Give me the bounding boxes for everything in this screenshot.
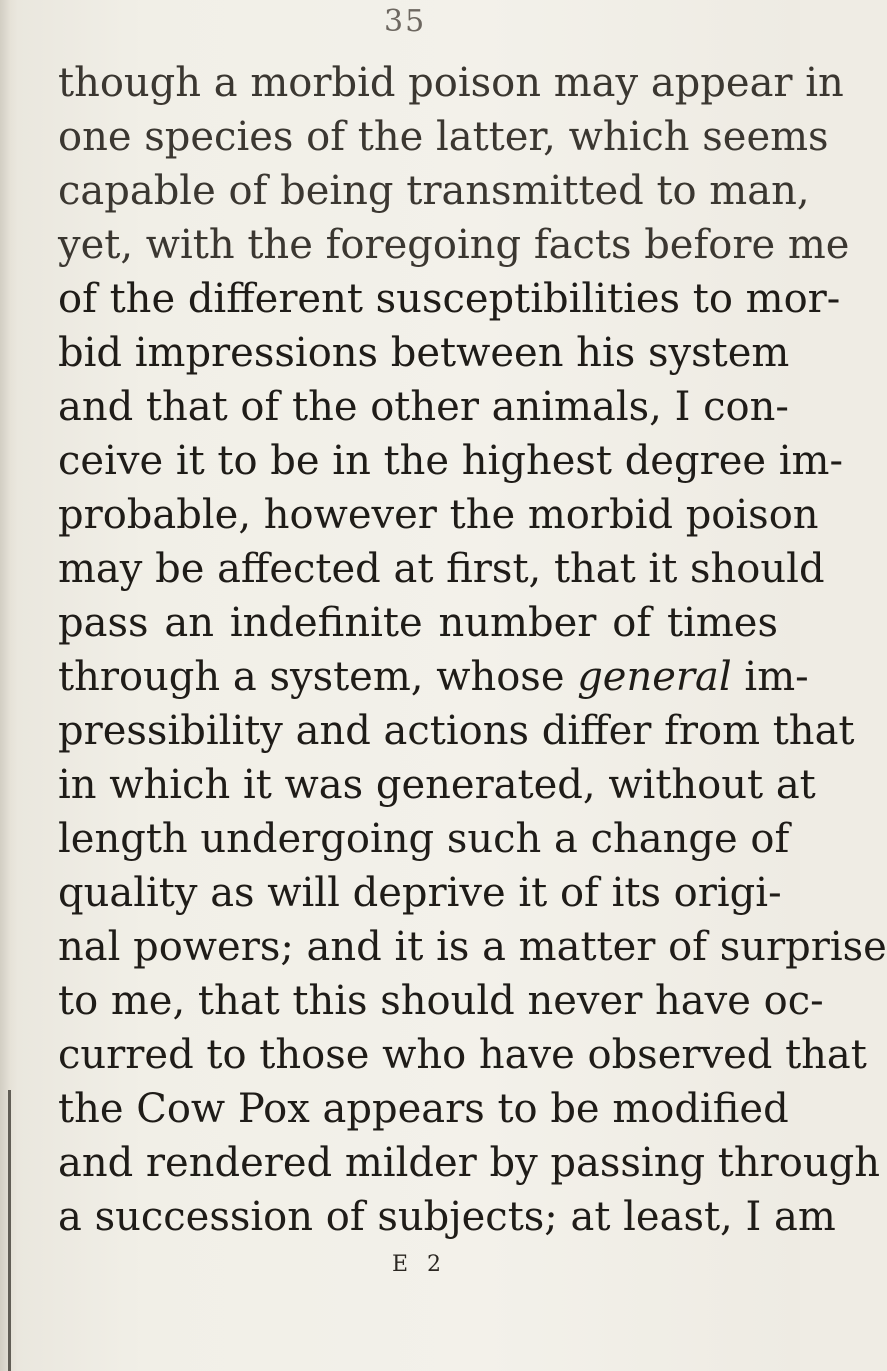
- text-line: probable, however the morbid poison: [58, 492, 819, 538]
- page-edge-rule: [8, 1090, 11, 1371]
- text-line: a succession of subjects; at least, I am: [58, 1194, 836, 1240]
- text-line: the Cow Pox appears to be modified: [58, 1086, 789, 1132]
- text-line: quality as will deprive it of its origi-: [58, 870, 782, 916]
- text-line: length undergoing such a change of: [58, 816, 790, 862]
- text-segment: im-: [731, 654, 809, 700]
- text-line: bid impressions between his system: [58, 330, 790, 376]
- text-line: curred to those who have observed that: [58, 1032, 867, 1078]
- signature-mark: E 2: [392, 1252, 448, 1277]
- text-line: nal powers; and it is a matter of surprise: [58, 924, 887, 970]
- text-line-with-italic: [58, 650, 809, 704]
- text-line: though a morbid poison may appear in: [58, 60, 844, 106]
- text-line: and rendered milder by passing through: [58, 1140, 880, 1186]
- text-line: yet, with the foregoing facts before me: [58, 222, 850, 268]
- text-line: pass an indefinite number of times: [58, 600, 778, 646]
- text-line: capable of being transmitted to man,: [58, 168, 810, 214]
- text-line: ceive it to be in the highest degree im-: [58, 438, 843, 484]
- text-line: to me, that this should never have oc-: [58, 978, 824, 1024]
- page-number: 35: [384, 4, 427, 39]
- text-line: pressibility and actions differ from that: [58, 708, 855, 754]
- text-line: may be affected at first, that it should: [58, 546, 825, 592]
- body-text: [58, 56, 887, 1244]
- text-segment: through a system, whose: [58, 654, 578, 700]
- text-line: of the different susceptibilities to mor-: [58, 276, 841, 322]
- italic-word: general: [577, 654, 732, 700]
- text-line: in which it was generated, without at: [58, 762, 816, 808]
- text-line: one species of the latter, which seems: [58, 114, 829, 160]
- text-line: and that of the other animals, I con-: [58, 384, 789, 430]
